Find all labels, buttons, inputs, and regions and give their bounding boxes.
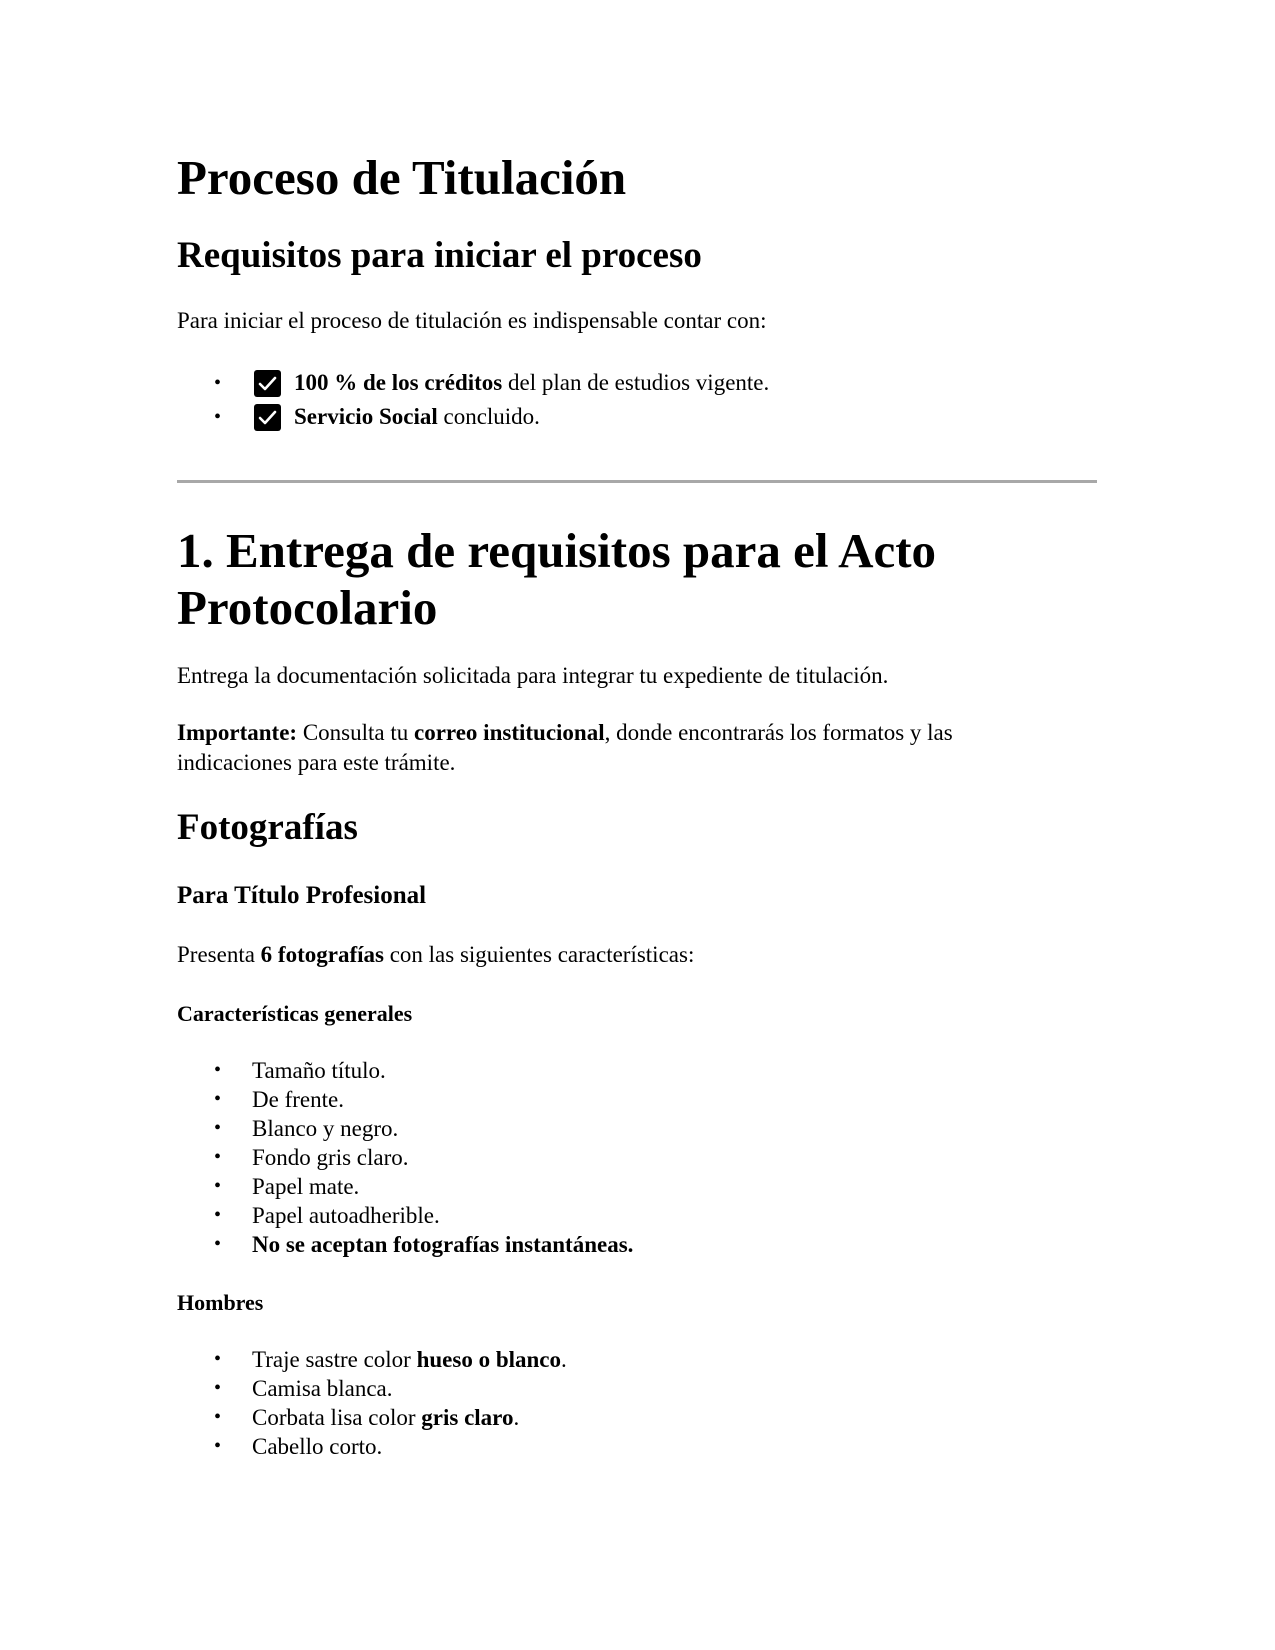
bullet: • xyxy=(214,406,222,428)
bullet: • xyxy=(214,1406,222,1428)
important-text: , donde encontrarás los formatos y las indicaciones para este trámite. xyxy=(177,720,953,775)
requirement-text xyxy=(294,401,540,433)
requirements-list xyxy=(177,367,770,435)
photos-intro-bold: 6 fotografías xyxy=(260,942,384,967)
requirement-rest: concluido. xyxy=(437,404,540,429)
important-text: Consulta tu xyxy=(297,720,415,745)
list-item-text: Papel mate. xyxy=(252,1174,360,1199)
requirements-heading: Requisitos para iniciar el proceso xyxy=(177,235,702,276)
list-item-part: Corbata lisa color xyxy=(252,1405,422,1430)
list-item-text xyxy=(252,1403,519,1432)
list-item-text: No se aceptan fotografías instantáneas. xyxy=(252,1232,634,1257)
check-square-icon xyxy=(254,370,281,397)
check-square-icon xyxy=(254,404,281,431)
bullet: • xyxy=(214,372,222,394)
requirements-intro: Para iniciar el proceso de titulación es indispensable contar con: xyxy=(177,308,767,333)
list-item-bold: hueso o blanco xyxy=(416,1347,562,1372)
general-heading: Características generales xyxy=(177,1001,413,1026)
list-item-part: . xyxy=(513,1405,520,1430)
requirement-rest: del plan de estudios vigente. xyxy=(502,370,770,395)
men-heading: Hombres xyxy=(177,1290,264,1315)
photos-subheading: Para Título Profesional xyxy=(177,882,427,909)
requirement-bold: Servicio Social xyxy=(294,404,438,429)
requirement-bold: 100 % de los créditos xyxy=(294,370,503,395)
list-item-bold: gris claro xyxy=(421,1405,514,1430)
photos-heading: Fotografías xyxy=(177,807,358,848)
list-item-text: De frente. xyxy=(252,1087,344,1112)
list-item-part: . xyxy=(561,1347,567,1372)
bullet: • xyxy=(214,1348,222,1370)
important-bold: correo institucional xyxy=(414,720,605,745)
bullet: • xyxy=(214,1117,222,1139)
photos-intro-text: Presenta xyxy=(177,942,261,967)
list-item xyxy=(177,367,770,401)
bullet: • xyxy=(214,1175,222,1197)
bullet: • xyxy=(214,1435,222,1457)
page-title: Proceso de Titulación xyxy=(177,150,627,205)
bullet: • xyxy=(214,1377,222,1399)
list-item-part: Traje sastre color xyxy=(252,1347,417,1372)
bullet: • xyxy=(214,1059,222,1081)
list-item-text: Fondo gris claro. xyxy=(252,1145,409,1170)
photos-intro-text: con las siguientes características: xyxy=(383,942,695,967)
section-paragraph: Entrega la documentación solicitada para integrar tu expediente de titulación. xyxy=(177,663,889,688)
list-item-text: Blanco y negro. xyxy=(252,1116,399,1141)
bullet: • xyxy=(214,1233,222,1255)
section-heading: 1. Entrega de requisitos para el Acto Protocolario xyxy=(177,523,937,635)
bullet: • xyxy=(214,1204,222,1226)
important-note xyxy=(177,718,1057,778)
list-item xyxy=(177,401,540,435)
list-item-text: Camisa blanca. xyxy=(252,1376,393,1401)
list-item-text: Papel autoadherible. xyxy=(252,1203,440,1228)
list-item-text: Cabello corto. xyxy=(252,1434,383,1459)
requirement-text xyxy=(294,367,769,399)
photos-intro xyxy=(177,940,694,970)
bullet: • xyxy=(214,1146,222,1168)
bullet: • xyxy=(214,1088,222,1110)
important-label: Importante: xyxy=(177,720,298,745)
list-item-text xyxy=(252,1345,567,1374)
horizontal-divider xyxy=(177,480,1097,483)
list-item-text: Tamaño título. xyxy=(252,1058,386,1083)
